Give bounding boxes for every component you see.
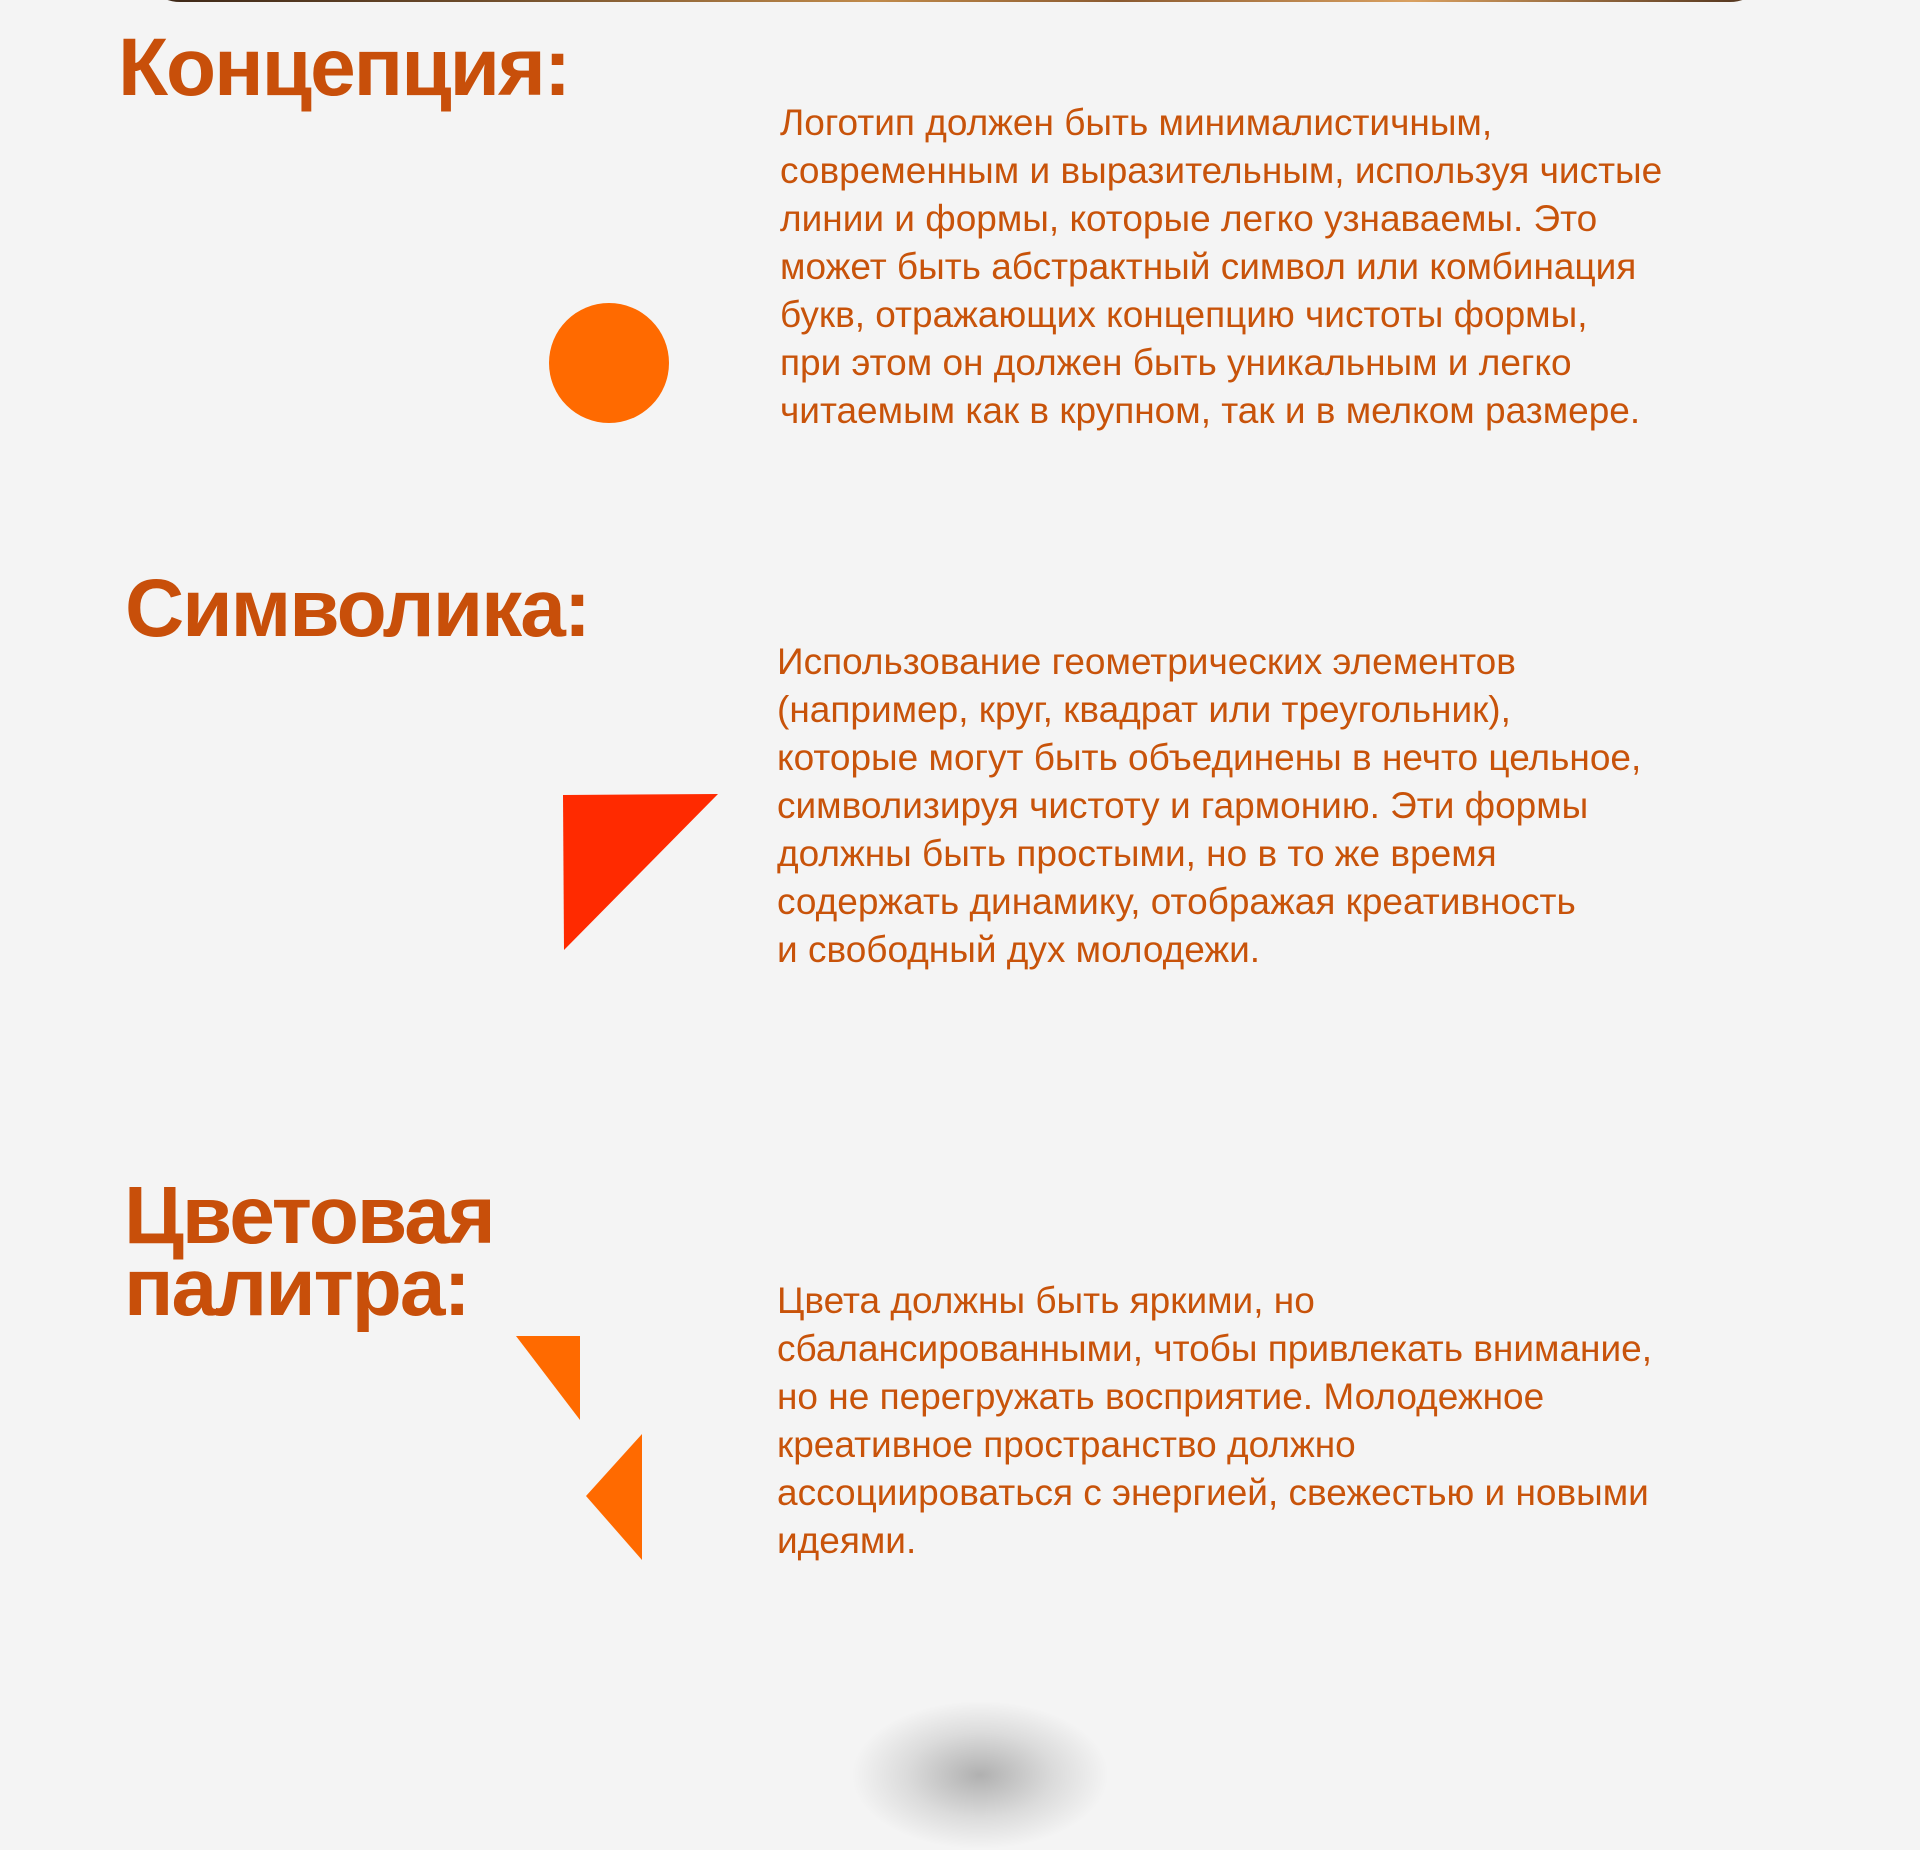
section-text-concept: Логотип должен быть минималистичным, современным и выразительным, используя чистые линии и формы, которые легко узнаваемы. Это может быть абстрактный символ или комбинация букв, отражающих концепцию чистоты формы, при этом он должен быть уникальным и легко читаемым как в крупном, так и в мелком размере. xyxy=(780,102,1663,431)
bottom-shadow xyxy=(850,1700,1110,1850)
triangle-icon xyxy=(562,792,720,952)
section-text-symbolism: Использование геометрических элементов (например, круг, квадрат или треугольник), которые могут быть объединены в нечто цельное, символизируя чистоту и гармонию. Эти формы должны быть простыми, но в то же время содержать динамику, отображая креативность и свободный дух молодежи. xyxy=(777,641,1642,970)
top-image-edge xyxy=(140,0,1770,2)
section-title-concept: Концепция: xyxy=(118,22,570,113)
circle-icon xyxy=(548,302,670,424)
section-title-palette: Цветовая палитра: xyxy=(124,1170,494,1333)
triangles-icon xyxy=(514,1334,644,1564)
section-title-symbolism: Символика: xyxy=(125,563,590,654)
section-text-palette: Цвета должны быть яркими, но сбалансированными, чтобы привлекать внимание, но не перегружать восприятие. Молодежное креативное пространство должно ассоциироваться с энергией, свежестью и новыми идеями. xyxy=(777,1280,1652,1561)
